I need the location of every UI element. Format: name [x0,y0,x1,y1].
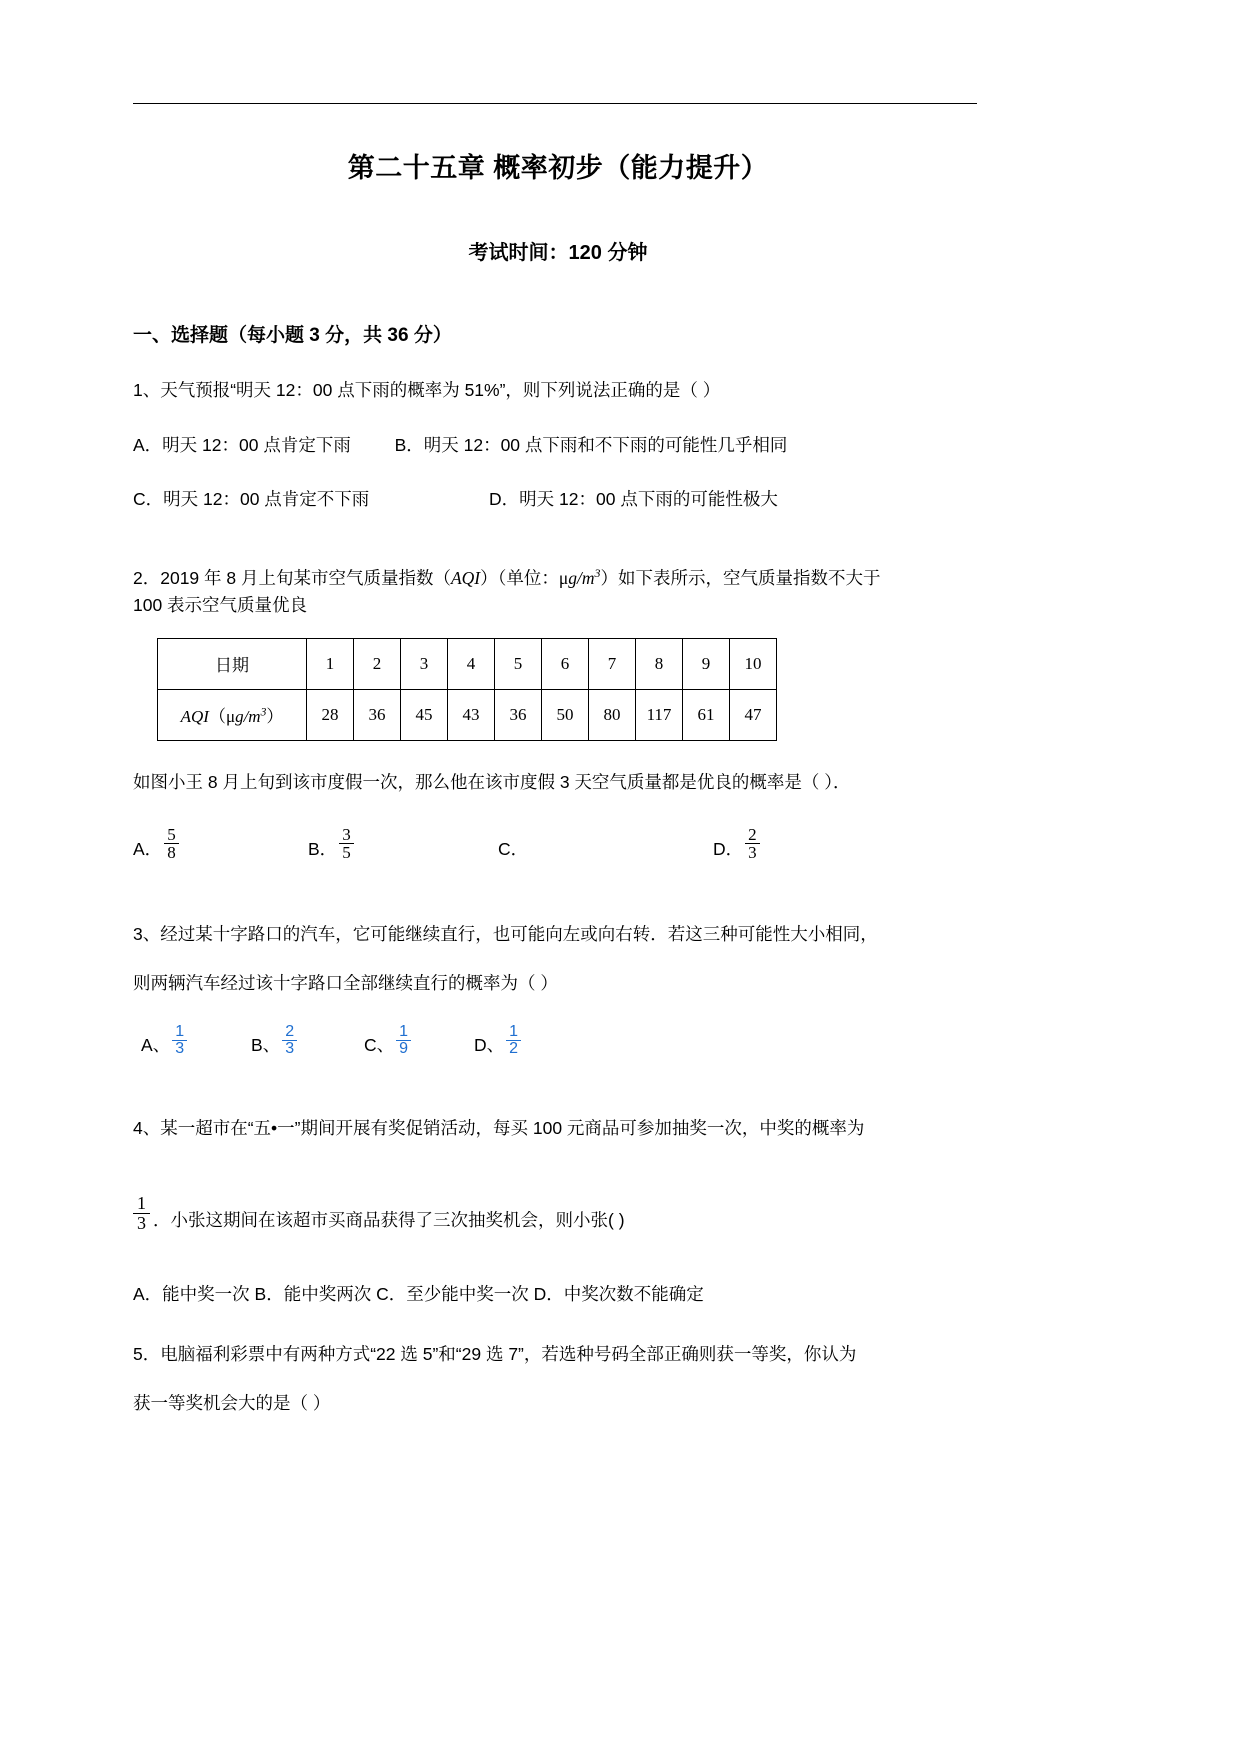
table-cell-date: 6 [542,638,589,689]
header-rule [133,103,977,104]
question-3-stem-line1: 3、经过某十字路口的汽车，它可能继续直行，也可能向左或向右转．若这三种可能性大小相同， [133,924,878,945]
question-2-unit-mu: μ [558,568,569,589]
question-2-aqi-symbol: AQI [450,568,481,589]
table-cell-date: 4 [448,638,495,689]
question-2-stem [133,564,983,619]
fraction-3-5: $\frac{3}{5}$ [339,826,354,862]
fraction-2-3: $\frac{2}{3}$ [745,826,760,862]
fraction-1-3-probability: $\frac{1}{3}$ [133,1194,150,1233]
question-3-option-c[interactable] [364,1024,474,1058]
table-cell-aqi: 36 [495,689,542,740]
question-3-stem [133,921,983,948]
question-2-stem-part1: 2．2019 年 8 月上旬某市空气质量指数（ [133,568,451,589]
question-3-option-b-label: B、 [251,1035,281,1056]
table-cell-aqi: 117 [636,689,683,740]
fraction-1-2: $\frac{1}{2}$ [506,1024,521,1058]
question-2-unit-gm: g/m [568,568,595,589]
question-2-option-a[interactable] [133,826,308,862]
table-cell-aqi: 61 [683,689,730,740]
question-2-option-b[interactable] [308,826,498,862]
question-2-options [133,826,983,862]
question-1-stem: 1、天气预报“明天 12：00 点下雨的概率为 51%”，则下列说法正确的是（ ） [133,379,721,400]
question-3-option-c-label: C、 [364,1035,395,1056]
table-row-dates [158,638,777,689]
fraction-2-3: $\frac{2}{3}$ [282,1024,297,1058]
question-2-option-c[interactable] [498,836,713,861]
table-cell-aqi: 80 [589,689,636,740]
question-5-stem-line1: 5．电脑福利彩票中有两种方式“22 选 5”和“29 选 7”，若选种号码全部正确则获一等奖，你认为 [133,1344,857,1365]
table-header-paren-open: （ [208,707,226,726]
table-header-mu: μ [225,707,236,726]
question-3-option-a-label: A、 [141,1035,171,1056]
question-1-option-c[interactable]: C．明天 12：00 点肯定不下雨 [133,489,370,510]
question-2-option-b-label: B． [308,839,338,860]
exam-duration-subtitle: 考试时间：120 分钟 [468,241,648,264]
table-cell-date: 1 [307,638,354,689]
question-4-options[interactable]: A．能中奖一次 B．能中奖两次 C．至少能中奖一次 D．中奖次数不能确定 [133,1284,704,1305]
table-header-exponent: 3 [260,705,267,719]
table-header-aqi-symbol: AQI [180,707,209,726]
question-2-option-a-label: A． [133,839,163,860]
question-3-option-a[interactable] [141,1024,251,1058]
section-heading-multiple-choice: 一、选择题（每小题 3 分，共 36 分） [133,324,452,346]
question-1-option-b[interactable]: B．明天 12：00 点下雨和不下雨的可能性几乎相同 [394,434,788,455]
question-1-options-row-2 [133,486,983,512]
question-2-followup: 如图小王 8 月上旬到该市度假一次，那么他在该市度假 3 天空气质量都是优良的概率是（ ）． [133,771,851,792]
document-content [133,128,983,1418]
table-header-gm: g/m [235,707,261,726]
question-4-stem-line1: 4、某一超市在“五•一”期间开展有奖促销活动，每买 100 元商品可参加抽奖一次，中奖的概率为 [133,1118,865,1139]
question-2-stem-part2: ）（单位： [480,568,559,589]
question-3-stem-line2-wrap [133,970,983,997]
table-cell-aqi: 50 [542,689,589,740]
table-cell-date: 7 [589,638,636,689]
question-2-option-d[interactable] [713,826,762,862]
table-cell-date: 8 [636,638,683,689]
table-cell-aqi: 47 [730,689,777,740]
table-cell-aqi: 28 [307,689,354,740]
question-2-stem-line2: 100 表示空气质量优良 [133,595,308,616]
page-title: 第二十五章 概率初步（能力提升） [347,153,769,183]
table-cell-date: 9 [683,638,730,689]
question-4-stem-line2: ．小张这期间在该超市买商品获得了三次抽奖机会，则小张( ) [153,1209,625,1230]
table-cell-aqi: 43 [448,689,495,740]
table-cell-aqi: 36 [354,689,401,740]
table-header-paren-close: ） [266,707,284,726]
question-3-options [133,1024,983,1058]
question-4-stem-line2-wrap [133,1194,983,1233]
table-row-aqi [158,689,777,740]
question-1-options-row-1 [133,432,983,458]
table-cell-aqi: 45 [401,689,448,740]
question-3-option-d-label: D、 [474,1035,505,1056]
question-3-option-d[interactable] [474,1024,523,1058]
fraction-1-3: $\frac{1}{3}$ [172,1024,187,1058]
question-2-stem-part3: ）如下表所示，空气质量指数不大于 [600,568,881,589]
question-1-option-d[interactable]: D．明天 12：00 点下雨的可能性极大 [489,489,778,510]
table-cell-date: 5 [495,638,542,689]
question-3-stem-line2: 则两辆汽车经过该十字路口全部继续直行的概率为（ ） [133,973,558,994]
aqi-table-wrapper [157,638,983,741]
fraction-1-9: $\frac{1}{9}$ [396,1024,411,1058]
question-2-option-c-label: C． [498,839,529,860]
table-header-aqi [158,689,307,740]
question-5-stem-line2: 获一等奖机会大的是（ ） [133,1393,331,1414]
table-cell-date: 3 [401,638,448,689]
question-1-option-a[interactable]: A．明天 12：00 点肯定下雨 [133,434,351,455]
question-2-option-d-label: D． [713,839,744,860]
question-2-unit-exponent: 3 [594,566,601,581]
table-cell-date: 2 [354,638,401,689]
fraction-5-8: $\frac{5}{8}$ [164,826,179,862]
question-3-option-b[interactable] [251,1024,364,1058]
aqi-table [157,638,777,741]
table-header-date: 日期 [158,638,307,689]
table-cell-date: 10 [730,638,777,689]
